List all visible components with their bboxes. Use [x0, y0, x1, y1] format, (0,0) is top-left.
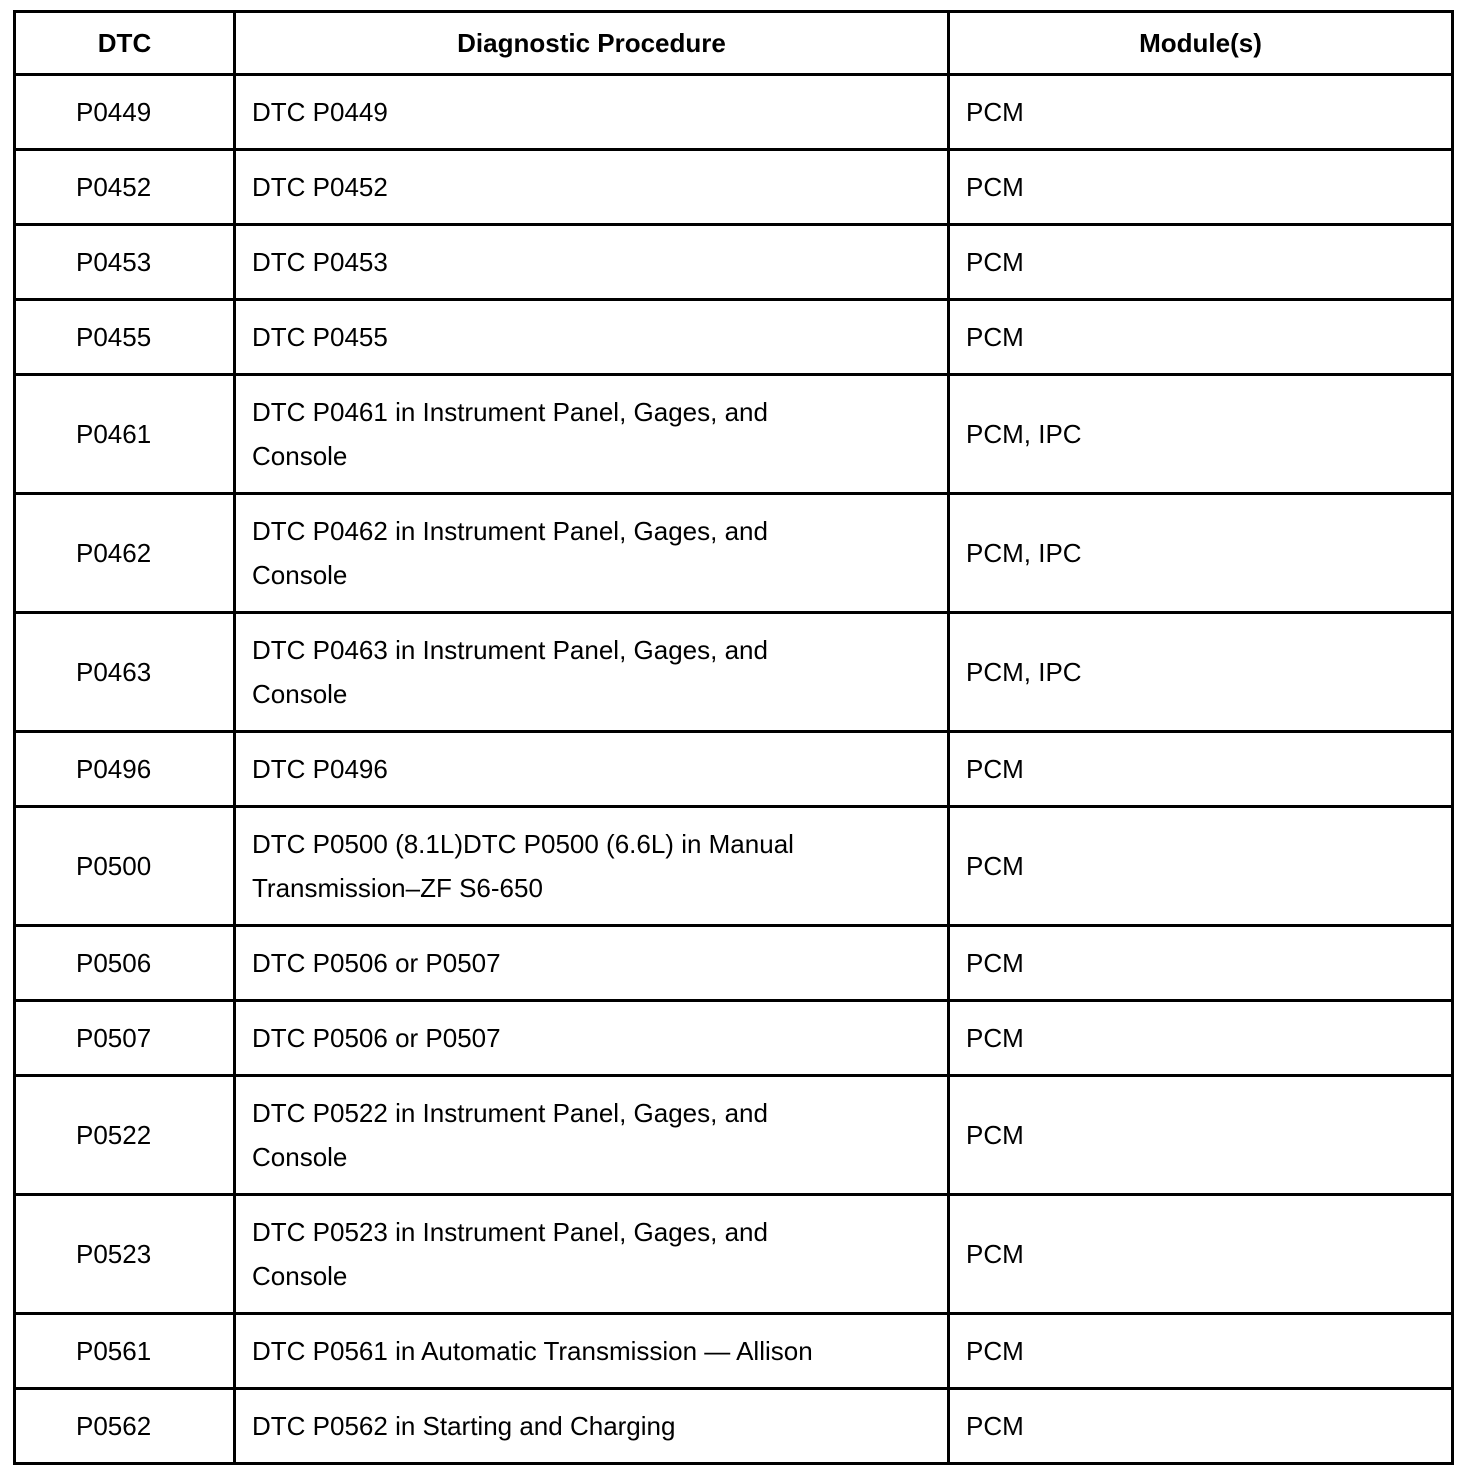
table-row: [15, 75, 1453, 150]
procedure-line: DTC P0496: [252, 754, 388, 784]
modules-cell: PCM, IPC: [949, 494, 1453, 613]
diagnostic-procedure-cell: [235, 1195, 949, 1314]
dtc-code-cell: P0507: [15, 1001, 235, 1076]
dtc-code-cell: P0455: [15, 300, 235, 375]
modules-cell: PCM: [949, 1076, 1453, 1195]
diagnostic-procedure-cell: [235, 1389, 949, 1464]
table-row: [15, 613, 1453, 732]
diagnostic-procedure-cell: [235, 1076, 949, 1195]
dtc-code-cell: P0461: [15, 375, 235, 494]
procedure-line: DTC P0462 in Instrument Panel, Gages, and: [252, 516, 768, 546]
procedure-line: DTC P0453: [252, 247, 388, 277]
procedure-line: Console: [252, 679, 348, 709]
procedure-line: DTC P0455: [252, 322, 388, 352]
procedure-line: DTC P0522 in Instrument Panel, Gages, and: [252, 1098, 768, 1128]
diagnostic-procedure-cell: [235, 150, 949, 225]
table-row: [15, 494, 1453, 613]
dtc-code-cell: P0523: [15, 1195, 235, 1314]
procedure-line: DTC P0506 or P0507: [252, 1023, 501, 1053]
procedure-line: DTC P0461 in Instrument Panel, Gages, and: [252, 397, 768, 427]
dtc-code-cell: P0562: [15, 1389, 235, 1464]
diagnostic-procedure-cell: [235, 225, 949, 300]
dtc-table: [13, 10, 1454, 1465]
procedure-line: DTC P0523 in Instrument Panel, Gages, and: [252, 1217, 768, 1247]
table-row: [15, 732, 1453, 807]
dtc-code-cell: P0449: [15, 75, 235, 150]
diagnostic-procedure-cell: [235, 375, 949, 494]
table-row: [15, 807, 1453, 926]
table-row: [15, 300, 1453, 375]
table-header: [15, 12, 1453, 75]
modules-cell: PCM: [949, 1389, 1453, 1464]
procedure-line: DTC P0452: [252, 172, 388, 202]
dtc-code-cell: P0462: [15, 494, 235, 613]
header-dtc: DTC: [15, 12, 235, 75]
dtc-code-cell: P0506: [15, 926, 235, 1001]
modules-cell: PCM: [949, 75, 1453, 150]
modules-cell: PCM, IPC: [949, 375, 1453, 494]
dtc-code-cell: P0463: [15, 613, 235, 732]
modules-cell: PCM, IPC: [949, 613, 1453, 732]
modules-cell: PCM: [949, 1314, 1453, 1389]
dtc-code-cell: P0453: [15, 225, 235, 300]
diagnostic-procedure-cell: [235, 613, 949, 732]
table-body: [15, 75, 1453, 1464]
procedure-line: Console: [252, 441, 348, 471]
dtc-code-cell: P0522: [15, 1076, 235, 1195]
table-row: [15, 926, 1453, 1001]
modules-cell: PCM: [949, 926, 1453, 1001]
modules-cell: PCM: [949, 150, 1453, 225]
header-modules: Module(s): [949, 12, 1453, 75]
table-row: [15, 1076, 1453, 1195]
procedure-line: Transmission–ZF S6-650: [252, 873, 543, 903]
table-row: [15, 150, 1453, 225]
diagnostic-procedure-cell: [235, 300, 949, 375]
table-row: [15, 1314, 1453, 1389]
dtc-code-cell: P0496: [15, 732, 235, 807]
modules-cell: PCM: [949, 732, 1453, 807]
table-row: [15, 225, 1453, 300]
modules-cell: PCM: [949, 225, 1453, 300]
procedure-line: DTC P0449: [252, 97, 388, 127]
table-row: [15, 375, 1453, 494]
modules-cell: PCM: [949, 300, 1453, 375]
procedure-line: Console: [252, 560, 348, 590]
dtc-code-cell: P0500: [15, 807, 235, 926]
dtc-code-cell: P0561: [15, 1314, 235, 1389]
table-row: [15, 1001, 1453, 1076]
procedure-line: DTC P0506 or P0507: [252, 948, 501, 978]
procedure-line: DTC P0463 in Instrument Panel, Gages, and: [252, 635, 768, 665]
diagnostic-procedure-cell: [235, 1001, 949, 1076]
diagnostic-procedure-cell: [235, 494, 949, 613]
diagnostic-procedure-cell: [235, 1314, 949, 1389]
modules-cell: PCM: [949, 1001, 1453, 1076]
diagnostic-procedure-cell: [235, 732, 949, 807]
header-row: [15, 12, 1453, 75]
diagnostic-procedure-cell: [235, 75, 949, 150]
modules-cell: PCM: [949, 807, 1453, 926]
table-row: [15, 1389, 1453, 1464]
procedure-line: DTC P0500 (8.1L)DTC P0500 (6.6L) in Manual: [252, 829, 794, 859]
dtc-code-cell: P0452: [15, 150, 235, 225]
header-diagnostic-procedure: Diagnostic Procedure: [235, 12, 949, 75]
table-row: [15, 1195, 1453, 1314]
procedure-line: DTC P0562 in Starting and Charging: [252, 1411, 676, 1441]
procedure-line: DTC P0561 in Automatic Transmission — Allison: [252, 1336, 813, 1366]
diagnostic-procedure-cell: [235, 807, 949, 926]
procedure-line: Console: [252, 1142, 348, 1172]
modules-cell: PCM: [949, 1195, 1453, 1314]
diagnostic-procedure-cell: [235, 926, 949, 1001]
procedure-line: Console: [252, 1261, 348, 1291]
